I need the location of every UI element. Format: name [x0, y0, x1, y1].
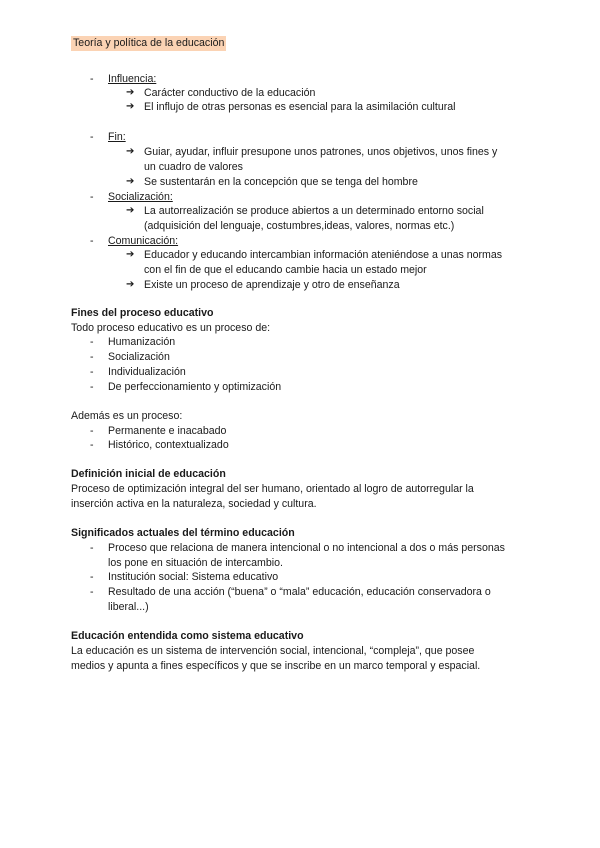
definicion-line: inserción activa en la naturaleza, sociedad y cultura. — [71, 498, 317, 510]
bullet-dash: - — [90, 235, 94, 247]
comunicacion-item-line: Educador y educando intercambian información ateniéndose a unas normas — [144, 249, 503, 261]
influencia-item: El influjo de otras personas es esencial para la asimilación cultural — [144, 101, 456, 113]
definicion-line: Proceso de optimización integral del ser humano, orientado al logro de autorregular la — [71, 483, 474, 495]
bullet-dash: - — [90, 73, 94, 85]
significados-item-line: Proceso que relaciona de manera intencional o no intencional a dos o más personas — [108, 542, 505, 554]
definicion-heading: Definición inicial de educación — [71, 468, 226, 480]
bullet-dash: - — [90, 571, 94, 583]
comunicacion-item-line: con el fin de que el educando cambie hacia un estado mejor — [144, 264, 427, 276]
sistema-heading: Educación entendida como sistema educativo — [71, 630, 304, 642]
arrow-icon: ➔ — [126, 205, 135, 216]
document-title: Teoría y política de la educación — [73, 37, 225, 49]
significados-item-line: Resultado de una acción (“buena” o “mala” educación, educación conservadora o — [108, 586, 491, 598]
bullet-dash: - — [90, 131, 94, 143]
comunicacion-label: Comunicación: — [108, 235, 179, 247]
fines-intro: Todo proceso educativo es un proceso de: — [71, 322, 271, 334]
fines-also-item: Histórico, contextualizado — [108, 439, 229, 451]
sistema-line: medios y apunta a fines específicos y que se inscribe en un marco temporal y espacial. — [71, 660, 481, 672]
bullet-dash: - — [90, 381, 94, 393]
significados-item-line: Institución social: Sistema educativo — [108, 571, 279, 583]
significados-item-line: liberal...) — [108, 601, 149, 613]
fin-item-line: Se sustentarán en la concepción que se tenga del hombre — [144, 176, 418, 188]
fines-item: Individualización — [108, 366, 186, 378]
fines-also-item: Permanente e inacabado — [108, 425, 227, 437]
influencia-label: Influencia: — [108, 73, 157, 85]
arrow-icon: ➔ — [126, 87, 135, 98]
bullet-dash: - — [90, 542, 94, 554]
bullet-dash: - — [90, 191, 94, 203]
significados-heading: Significados actuales del término educación — [71, 527, 295, 539]
comunicacion-item-line: Existe un proceso de aprendizaje y otro de enseñanza — [144, 279, 400, 291]
fines-also: Además es un proceso: — [71, 410, 183, 422]
bullet-dash: - — [90, 425, 94, 437]
sistema-line: La educación es un sistema de intervención social, intencional, “compleja”, que posee — [71, 645, 475, 657]
fines-item: Socialización — [108, 351, 170, 363]
arrow-icon: ➔ — [126, 146, 135, 157]
bullet-dash: - — [90, 586, 94, 598]
socializacion-item-line: (adquisición del lenguaje, costumbres,ideas, valores, normas etc.) — [144, 220, 455, 232]
influencia-item: Carácter conductivo de la educación — [144, 87, 316, 99]
fines-item: De perfeccionamiento y optimización — [108, 381, 282, 393]
fin-item-line: un cuadro de valores — [144, 161, 243, 173]
arrow-icon: ➔ — [126, 176, 135, 187]
bullet-dash: - — [90, 351, 94, 363]
bullet-dash: - — [90, 336, 94, 348]
socializacion-label: Socialización: — [108, 191, 173, 203]
fin-item-line: Guiar, ayudar, influir presupone unos patrones, unos objetivos, unos fines y — [144, 146, 498, 158]
significados-item-line: los pone en situación de intercambio. — [108, 557, 283, 569]
bullet-dash: - — [90, 439, 94, 451]
arrow-icon: ➔ — [126, 279, 135, 290]
fines-item: Humanización — [108, 336, 176, 348]
arrow-icon: ➔ — [126, 101, 135, 112]
fines-heading: Fines del proceso educativo — [71, 307, 214, 319]
arrow-icon: ➔ — [126, 249, 135, 260]
bullet-dash: - — [90, 366, 94, 378]
socializacion-item-line: La autorrealización se produce abiertos a un determinado entorno social — [144, 205, 484, 217]
fin-label: Fin: — [108, 131, 126, 143]
